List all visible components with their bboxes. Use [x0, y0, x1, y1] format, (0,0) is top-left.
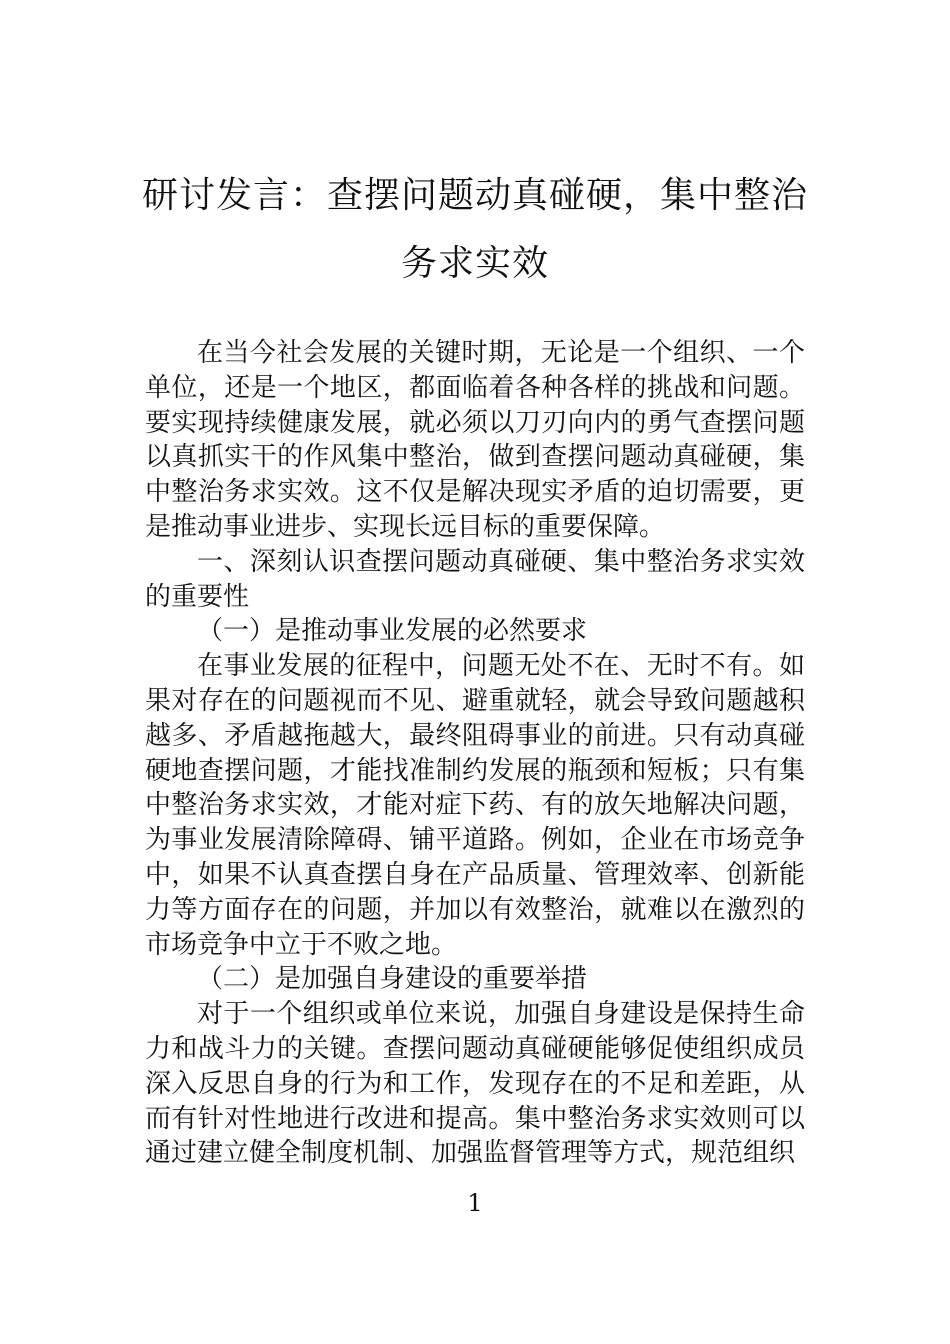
subsection-heading-1: （一）是推动事业发展的必然要求 — [197, 616, 588, 647]
document-title-line-1: 研讨发言：查摆问题动真碰硬，集中整治 — [141, 175, 808, 216]
subsection-heading-2: （二）是加强自身建设的重要举措 — [197, 964, 588, 995]
document-body — [145, 336, 805, 1171]
body-paragraph: 在事业发展的征程中，问题无处不在、无时不有。如果对存在的问题视而不见、避重就轻，就会导致问题越积越多、矛盾越拖越大，最终阻碍事业的前进。只有动真碰硬地查摆问题，才能找准制约发展的瓶颈和短板；只有集中整治务求实效，才能对症下药、有的放矢地解决问题，为事业发展清除障碍、铺平道路。例如，企业在市场竞争中，如果不认真查摆自身在产品质量、管理效率、创新能力等方面存在的问题，并加以有效整治，就难以在激烈的市场竞争中立于不败之地。 — [145, 651, 805, 960]
page-number: 1 — [467, 1189, 483, 1217]
body-paragraph: 对于一个组织或单位来说，加强自身建设是保持生命力和战斗力的关键。查摆问题动真碰硬能够促使组织成员深入反思自身的行为和工作，发现存在的不足和差距，从而有针对性地进行改进和提高。集中整治务求实效则可以通过建立健全制度机制、加强监督管理等方式，规范组织 — [145, 999, 805, 1169]
section-heading-1: 一、深刻认识查摆问题动真碰硬、集中整治务求实效的重要性 — [145, 546, 805, 612]
intro-paragraph: 在当今社会发展的关键时期，无论是一个组织、一个单位，还是一个地区，都面临着各种各样的挑战和问题。要实现持续健康发展，就必须以刀刃向内的勇气查摆问题以真抓实干的作风集中整治，做到查摆问题动真碰硬，集中整治务求实效。这不仅是解决现实矛盾的迫切需要，更是推动事业进步、实现长远目标的重要保障。 — [145, 338, 805, 542]
document-title-line-2: 务求实效 — [400, 243, 549, 284]
